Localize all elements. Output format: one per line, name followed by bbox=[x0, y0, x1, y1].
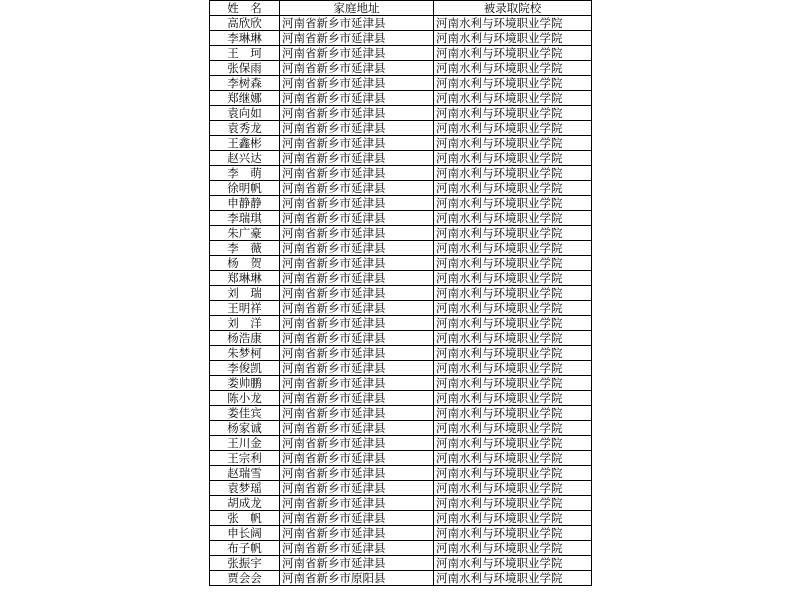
cell-school: 河南水利与环境职业学院 bbox=[434, 391, 592, 406]
cell-school: 河南水利与环境职业学院 bbox=[434, 271, 592, 286]
table-row bbox=[210, 16, 592, 31]
cell-school: 河南水利与环境职业学院 bbox=[434, 541, 592, 556]
table-row bbox=[210, 106, 592, 121]
cell-name: 张 帆 bbox=[210, 511, 280, 526]
cell-school: 河南水利与环境职业学院 bbox=[434, 406, 592, 421]
cell-name: 王鑫彬 bbox=[210, 136, 280, 151]
table-header-row bbox=[210, 1, 592, 16]
table-row bbox=[210, 151, 592, 166]
cell-address: 河南省新乡市延津县 bbox=[280, 301, 434, 316]
cell-address: 河南省新乡市延津县 bbox=[280, 196, 434, 211]
cell-school: 河南水利与环境职业学院 bbox=[434, 346, 592, 361]
table-row bbox=[210, 571, 592, 586]
cell-name: 徐明帆 bbox=[210, 181, 280, 196]
cell-address: 河南省新乡市延津县 bbox=[280, 286, 434, 301]
cell-address: 河南省新乡市原阳县 bbox=[280, 571, 434, 586]
table-row bbox=[210, 91, 592, 106]
cell-address: 河南省新乡市延津县 bbox=[280, 526, 434, 541]
table-row bbox=[210, 451, 592, 466]
cell-name: 李树森 bbox=[210, 76, 280, 91]
cell-school: 河南水利与环境职业学院 bbox=[434, 421, 592, 436]
table-row bbox=[210, 541, 592, 556]
cell-school: 河南水利与环境职业学院 bbox=[434, 301, 592, 316]
cell-name: 李瑞琪 bbox=[210, 211, 280, 226]
cell-school: 河南水利与环境职业学院 bbox=[434, 436, 592, 451]
cell-school: 河南水利与环境职业学院 bbox=[434, 466, 592, 481]
table-row bbox=[210, 466, 592, 481]
cell-address: 河南省新乡市延津县 bbox=[280, 91, 434, 106]
table-row bbox=[210, 361, 592, 376]
table-row bbox=[210, 556, 592, 571]
table-row bbox=[210, 196, 592, 211]
cell-address: 河南省新乡市延津县 bbox=[280, 511, 434, 526]
column-header-address: 家庭地址 bbox=[280, 1, 434, 16]
table-row bbox=[210, 286, 592, 301]
table-row bbox=[210, 241, 592, 256]
cell-address: 河南省新乡市延津县 bbox=[280, 121, 434, 136]
cell-address: 河南省新乡市延津县 bbox=[280, 256, 434, 271]
cell-address: 河南省新乡市延津县 bbox=[280, 46, 434, 61]
cell-name: 李 薇 bbox=[210, 241, 280, 256]
cell-name: 赵兴达 bbox=[210, 151, 280, 166]
table-row bbox=[210, 331, 592, 346]
cell-name: 高欣欣 bbox=[210, 16, 280, 31]
cell-school: 河南水利与环境职业学院 bbox=[434, 451, 592, 466]
cell-address: 河南省新乡市延津县 bbox=[280, 16, 434, 31]
cell-address: 河南省新乡市延津县 bbox=[280, 436, 434, 451]
cell-address: 河南省新乡市延津县 bbox=[280, 391, 434, 406]
cell-name: 布子帆 bbox=[210, 541, 280, 556]
table-row bbox=[210, 121, 592, 136]
table-row bbox=[210, 316, 592, 331]
cell-address: 河南省新乡市延津县 bbox=[280, 376, 434, 391]
table-row bbox=[210, 391, 592, 406]
cell-name: 贾会会 bbox=[210, 571, 280, 586]
cell-school: 河南水利与环境职业学院 bbox=[434, 571, 592, 586]
cell-school: 河南水利与环境职业学院 bbox=[434, 106, 592, 121]
cell-address: 河南省新乡市延津县 bbox=[280, 451, 434, 466]
cell-school: 河南水利与环境职业学院 bbox=[434, 136, 592, 151]
cell-school: 河南水利与环境职业学院 bbox=[434, 76, 592, 91]
cell-address: 河南省新乡市延津县 bbox=[280, 406, 434, 421]
column-header-school: 被录取院校 bbox=[434, 1, 592, 16]
table-row bbox=[210, 406, 592, 421]
cell-school: 河南水利与环境职业学院 bbox=[434, 91, 592, 106]
cell-school: 河南水利与环境职业学院 bbox=[434, 46, 592, 61]
cell-name: 杨 贺 bbox=[210, 256, 280, 271]
table-row bbox=[210, 181, 592, 196]
table-row bbox=[210, 511, 592, 526]
cell-school: 河南水利与环境职业学院 bbox=[434, 166, 592, 181]
cell-address: 河南省新乡市延津县 bbox=[280, 361, 434, 376]
table-row bbox=[210, 526, 592, 541]
cell-name: 刘 洋 bbox=[210, 316, 280, 331]
cell-name: 王宗利 bbox=[210, 451, 280, 466]
cell-school: 河南水利与环境职业学院 bbox=[434, 31, 592, 46]
cell-address: 河南省新乡市延津县 bbox=[280, 76, 434, 91]
column-header-name: 姓 名 bbox=[210, 1, 280, 16]
cell-school: 河南水利与环境职业学院 bbox=[434, 376, 592, 391]
cell-name: 袁向如 bbox=[210, 106, 280, 121]
cell-name: 胡成龙 bbox=[210, 496, 280, 511]
table-row bbox=[210, 421, 592, 436]
table-row bbox=[210, 271, 592, 286]
cell-name: 李俊凯 bbox=[210, 361, 280, 376]
cell-school: 河南水利与环境职业学院 bbox=[434, 61, 592, 76]
table-row bbox=[210, 211, 592, 226]
cell-name: 王川金 bbox=[210, 436, 280, 451]
cell-name: 袁梦瑶 bbox=[210, 481, 280, 496]
table-row bbox=[210, 61, 592, 76]
table-row bbox=[210, 226, 592, 241]
cell-school: 河南水利与环境职业学院 bbox=[434, 556, 592, 571]
table-row bbox=[210, 31, 592, 46]
table-row bbox=[210, 376, 592, 391]
table-row bbox=[210, 481, 592, 496]
cell-name: 张保雨 bbox=[210, 61, 280, 76]
cell-address: 河南省新乡市延津县 bbox=[280, 316, 434, 331]
table-row bbox=[210, 46, 592, 61]
cell-address: 河南省新乡市延津县 bbox=[280, 226, 434, 241]
cell-address: 河南省新乡市延津县 bbox=[280, 61, 434, 76]
cell-school: 河南水利与环境职业学院 bbox=[434, 256, 592, 271]
table-row bbox=[210, 301, 592, 316]
cell-address: 河南省新乡市延津县 bbox=[280, 181, 434, 196]
table-row bbox=[210, 136, 592, 151]
cell-name: 杨家诚 bbox=[210, 421, 280, 436]
cell-address: 河南省新乡市延津县 bbox=[280, 151, 434, 166]
cell-address: 河南省新乡市延津县 bbox=[280, 556, 434, 571]
cell-name: 申长阔 bbox=[210, 526, 280, 541]
cell-school: 河南水利与环境职业学院 bbox=[434, 211, 592, 226]
cell-name: 李琳琳 bbox=[210, 31, 280, 46]
cell-school: 河南水利与环境职业学院 bbox=[434, 361, 592, 376]
table-row bbox=[210, 346, 592, 361]
cell-school: 河南水利与环境职业学院 bbox=[434, 481, 592, 496]
cell-school: 河南水利与环境职业学院 bbox=[434, 526, 592, 541]
admission-table bbox=[209, 0, 592, 586]
cell-name: 刘 瑞 bbox=[210, 286, 280, 301]
cell-name: 王 珂 bbox=[210, 46, 280, 61]
cell-name: 申静静 bbox=[210, 196, 280, 211]
table-row bbox=[210, 256, 592, 271]
cell-address: 河南省新乡市延津县 bbox=[280, 211, 434, 226]
cell-address: 河南省新乡市延津县 bbox=[280, 136, 434, 151]
cell-address: 河南省新乡市延津县 bbox=[280, 331, 434, 346]
cell-name: 赵瑞雪 bbox=[210, 466, 280, 481]
table-row bbox=[210, 496, 592, 511]
cell-address: 河南省新乡市延津县 bbox=[280, 481, 434, 496]
cell-name: 郑继娜 bbox=[210, 91, 280, 106]
cell-address: 河南省新乡市延津县 bbox=[280, 421, 434, 436]
cell-school: 河南水利与环境职业学院 bbox=[434, 496, 592, 511]
cell-name: 杨浩康 bbox=[210, 331, 280, 346]
table-row bbox=[210, 436, 592, 451]
cell-address: 河南省新乡市延津县 bbox=[280, 31, 434, 46]
cell-school: 河南水利与环境职业学院 bbox=[434, 331, 592, 346]
cell-name: 陈小龙 bbox=[210, 391, 280, 406]
cell-address: 河南省新乡市延津县 bbox=[280, 466, 434, 481]
cell-school: 河南水利与环境职业学院 bbox=[434, 286, 592, 301]
cell-school: 河南水利与环境职业学院 bbox=[434, 121, 592, 136]
cell-address: 河南省新乡市延津县 bbox=[280, 106, 434, 121]
cell-address: 河南省新乡市延津县 bbox=[280, 541, 434, 556]
cell-name: 张振宇 bbox=[210, 556, 280, 571]
cell-school: 河南水利与环境职业学院 bbox=[434, 16, 592, 31]
cell-address: 河南省新乡市延津县 bbox=[280, 241, 434, 256]
cell-name: 朱广豪 bbox=[210, 226, 280, 241]
cell-address: 河南省新乡市延津县 bbox=[280, 166, 434, 181]
cell-address: 河南省新乡市延津县 bbox=[280, 346, 434, 361]
cell-name: 王明祥 bbox=[210, 301, 280, 316]
table-row bbox=[210, 166, 592, 181]
cell-school: 河南水利与环境职业学院 bbox=[434, 511, 592, 526]
cell-name: 郑琳琳 bbox=[210, 271, 280, 286]
cell-name: 娄帅鹏 bbox=[210, 376, 280, 391]
table-row bbox=[210, 76, 592, 91]
cell-address: 河南省新乡市延津县 bbox=[280, 271, 434, 286]
table-body bbox=[210, 16, 592, 586]
cell-school: 河南水利与环境职业学院 bbox=[434, 151, 592, 166]
cell-name: 李 萌 bbox=[210, 166, 280, 181]
cell-name: 朱梦柯 bbox=[210, 346, 280, 361]
cell-school: 河南水利与环境职业学院 bbox=[434, 196, 592, 211]
cell-address: 河南省新乡市延津县 bbox=[280, 496, 434, 511]
cell-name: 袁秀龙 bbox=[210, 121, 280, 136]
cell-school: 河南水利与环境职业学院 bbox=[434, 316, 592, 331]
cell-school: 河南水利与环境职业学院 bbox=[434, 226, 592, 241]
cell-school: 河南水利与环境职业学院 bbox=[434, 181, 592, 196]
cell-name: 娄佳宾 bbox=[210, 406, 280, 421]
cell-school: 河南水利与环境职业学院 bbox=[434, 241, 592, 256]
